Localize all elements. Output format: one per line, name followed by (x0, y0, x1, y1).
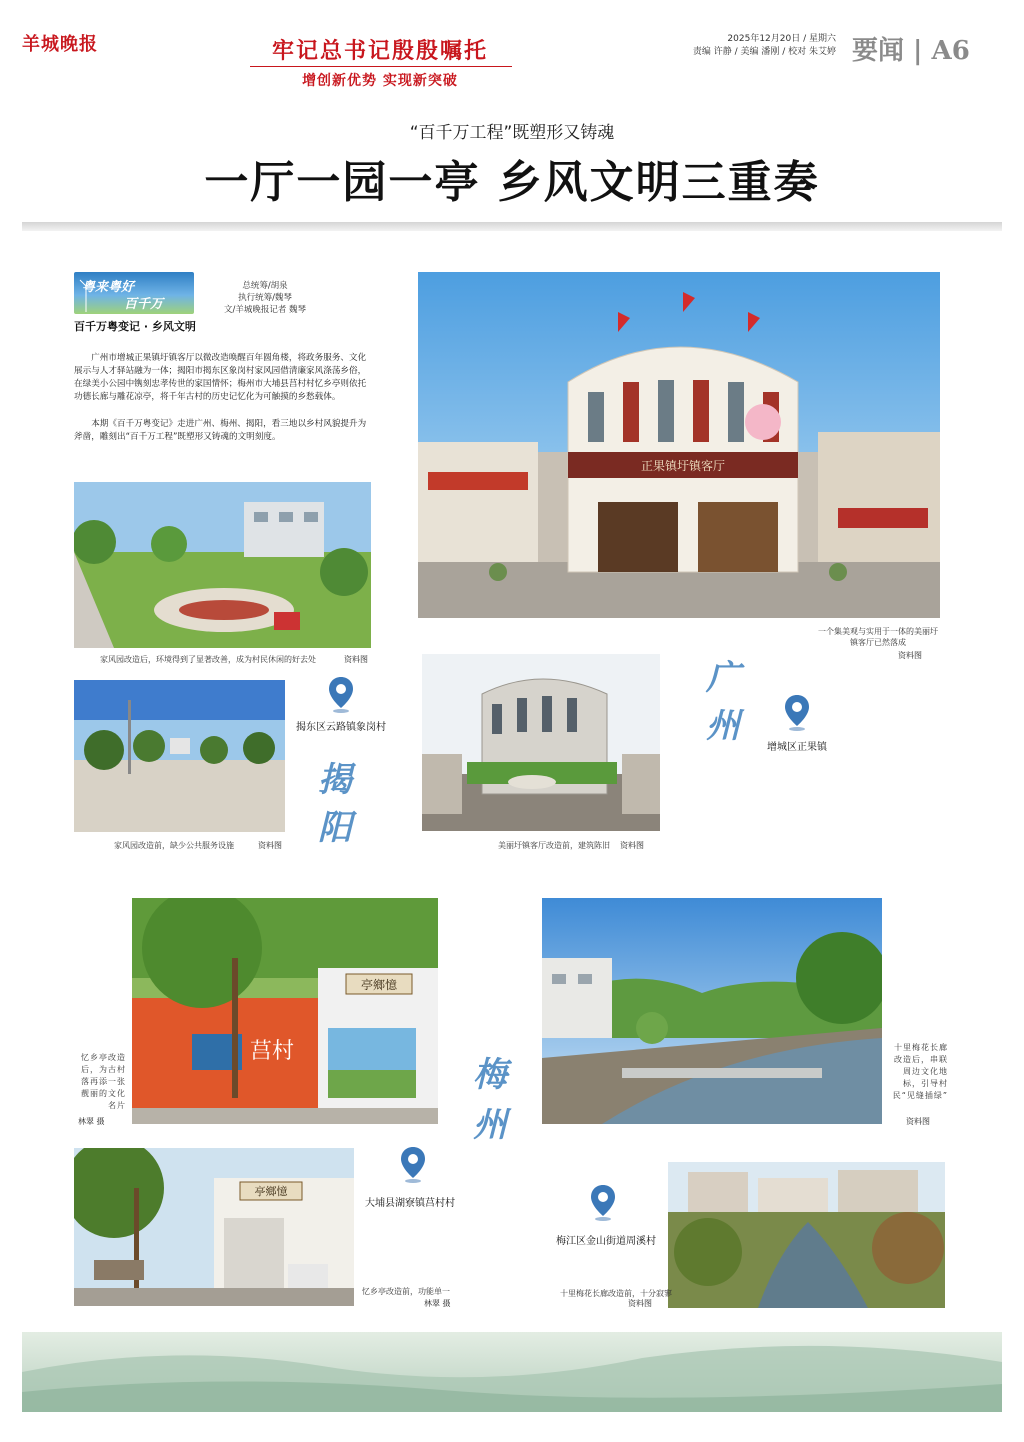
location-guangzhou: 增城区正果镇 (767, 742, 827, 753)
location-meizhou-river: 梅江区金山街道周溪村 (556, 1236, 656, 1247)
photo-credit: 林翠 摄 (78, 1117, 105, 1126)
photo-meizhou-pavilion-after (132, 898, 438, 1124)
newspaper-logo: 羊城晚报 (22, 34, 98, 55)
caption-meizhou-pavilion-after: 忆乡亭改造后，为古村落再添一张靓丽的文化名片 (81, 1053, 126, 1110)
headline-kicker: “百千万工程”既塑形又铸魂 (409, 123, 615, 143)
campaign-slogan: 牢记总书记殷殷嘱托 (271, 38, 488, 64)
photo-jieyang-before (74, 680, 285, 832)
photo-jieyang-after (74, 482, 371, 648)
photo-credit: 资料图 (258, 841, 282, 850)
campaign-subslogan: 增创新优势 实现新突破 (302, 73, 458, 89)
badge-subtitle: 百千万 (124, 297, 164, 312)
lede-paragraph: 广州市增城正果镇圩镇客厅以微改造唤醒百年圆角楼，将政务服务、文化展示与人才驿站融为一体；揭阳市揭东区象岗村家风园借清廉家风涤荡乡俗，在绿美小公园中镌刻忠孝传世的家国情怀；梅州市大埔县莒村村忆乡亭则依托功德长廊与雕花凉亭，将千年古村的历史记忆化为可触摸的乡愁载体。 (74, 353, 367, 402)
photo-credit: 资料图 (906, 1117, 930, 1126)
column-name: 百千万粤变记 · 乡风文明 (74, 320, 196, 333)
caption-meizhou-pavilion-before: 忆乡亭改造前，功能单一 (362, 1287, 450, 1296)
issue-date: 2025年12月20日 / 星期六 (727, 34, 836, 44)
badge-title: 粤来粤好 (82, 280, 135, 295)
photo-credit: 资料图 (898, 651, 922, 660)
footer-landscape (22, 1332, 1002, 1412)
location-meizhou-pavilion: 大埔县湖寮镇莒村村 (365, 1198, 455, 1209)
caption-guangzhou-before: 美丽圩镇客厅改造前，建筑陈旧 (498, 841, 610, 850)
map-pin-icon (400, 1146, 426, 1184)
city-name-guangzhou: 广州 (706, 658, 740, 746)
pavilion-sign: 亭鄉憶 (360, 978, 398, 992)
photo-credit: 资料图 (628, 1299, 652, 1308)
photo-guangzhou-after (418, 272, 940, 618)
pavilion-sign: 亭鄉憶 (254, 1185, 288, 1198)
section-label: 要闻 | A6 (852, 36, 970, 66)
map-pin-icon (590, 1184, 616, 1222)
byline (200, 280, 330, 316)
byline-line: 文/羊城晚报记者 魏琴 (223, 305, 307, 315)
photo-credit: 林翠 摄 (424, 1299, 451, 1308)
caption-meizhou-river-before: 十里梅花长廊改造前，十分寂寥 (560, 1289, 672, 1298)
city-name-meizhou: 梅州 (473, 1055, 507, 1145)
city-name-jieyang: 揭阳 (318, 760, 352, 848)
byline-line: 总统筹/胡泉 (242, 281, 288, 291)
staff-credits: 责编 许静 / 美编 潘刚 / 校对 朱艾婷 (692, 47, 836, 57)
headline-title: 一厅一园一亭 乡风文明三重奏 (204, 157, 820, 208)
caption-meizhou-river-after: 十里梅花长廊改造后，串联周边文化地标，引导村民“见缝插绿” (892, 1043, 948, 1100)
caption-jieyang-before: 家风园改造前，缺少公共服务设施 (114, 841, 234, 850)
caption-jieyang-after: 家风园改造后，环境得到了显著改善，成为村民休闲的好去处 (100, 655, 316, 664)
byline-line: 执行统筹/魏琴 (238, 293, 292, 303)
header-divider-band (22, 222, 1002, 231)
photo-meizhou-river-before (668, 1162, 945, 1308)
slogan-divider (250, 66, 512, 67)
village-wall-text: 莒村 (249, 1039, 295, 1064)
photo-meizhou-pavilion-before (74, 1148, 354, 1306)
lede-paragraph: 本期《百千万粤变记》走进广州、梅州、揭阳，看三地以乡村风貌提升为斧凿，雕刻出“百千万工程”既塑形又铸魂的文明刻度。 (74, 419, 367, 442)
photo-credit: 资料图 (620, 841, 644, 850)
map-pin-icon (328, 676, 354, 714)
photo-guangzhou-before (422, 654, 660, 831)
caption-guangzhou-after: 一个集美观与实用于一体的美丽圩镇客厅已然落成 (818, 627, 938, 647)
map-pin-icon (784, 694, 810, 732)
dateline (660, 33, 836, 59)
location-jieyang: 揭东区云路镇象岗村 (296, 722, 386, 733)
shop-sign: 正果镇圩镇客厅 (640, 459, 726, 473)
photo-credit: 资料图 (344, 655, 368, 664)
photo-meizhou-river-after (542, 898, 882, 1124)
